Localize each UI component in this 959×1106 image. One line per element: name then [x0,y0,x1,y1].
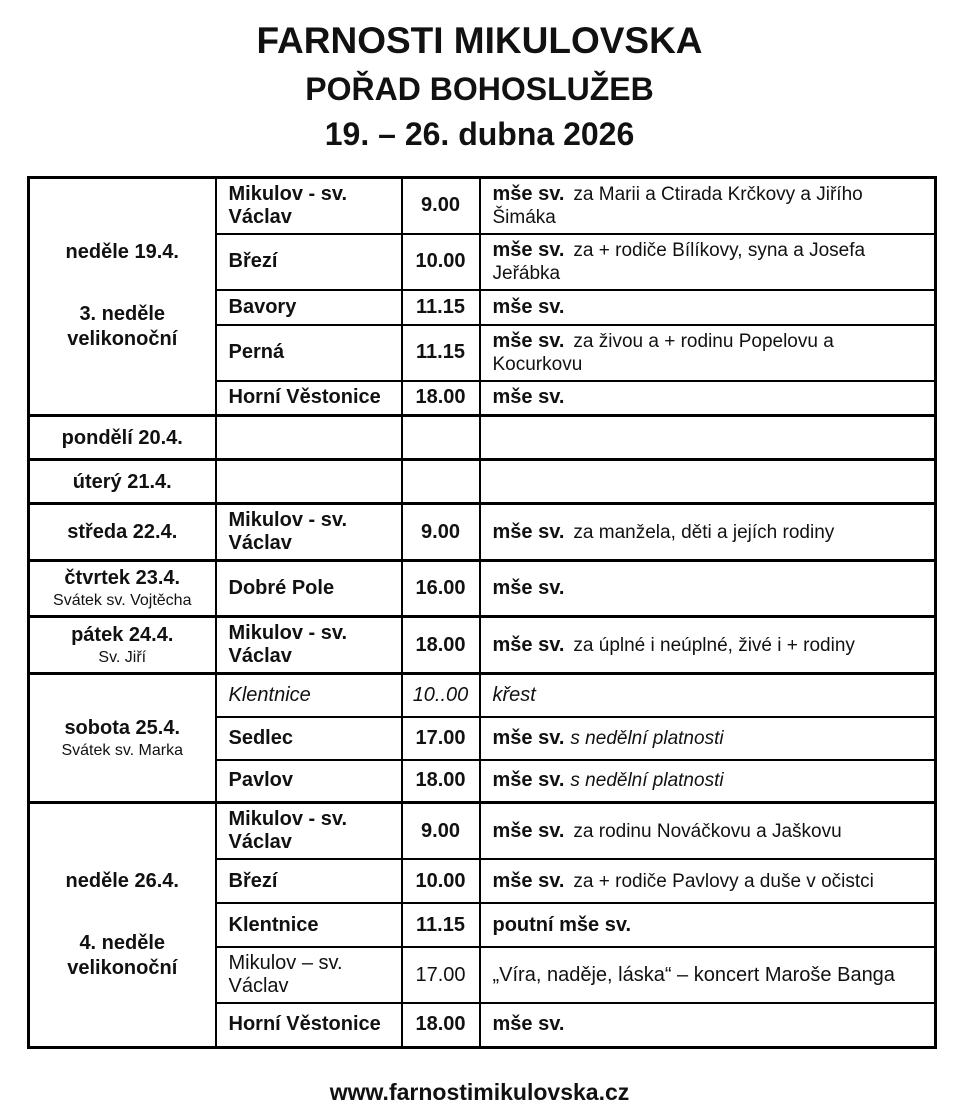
mass-intention: za manžela, děti a jejích rodiny [573,521,835,543]
time-cell: 18.00 [402,760,480,803]
table-row [29,803,936,860]
place-cell: Sedlec [216,717,402,760]
service-cell [480,381,936,416]
place-cell [216,460,402,504]
table-row [29,617,936,674]
time-cell: 9.00 [402,504,480,561]
mass-intention: za živou a + rodinu Popelovu a Kocurkovu [492,330,834,375]
service-type: mše sv. [492,182,565,205]
service-cell [480,947,936,1003]
service-cell [480,504,936,561]
service-cell [480,177,936,234]
day-label: čtvrtek 23.4. [64,567,181,590]
table-row [29,504,936,561]
service-cell [480,674,936,717]
service-cell [480,617,936,674]
day-label: neděle 26.4. [65,869,179,892]
day-label: sobota 25.4. [64,716,181,739]
parish-title: FARNOSTI MIKULOVSKA [256,20,703,61]
service-cell [480,760,936,803]
service-cell [480,717,936,760]
time-cell: 18.00 [402,1003,480,1047]
day-cell [29,803,216,1048]
feast-day-label: Svátek sv. Marka [61,741,183,759]
liturgical-day-label: 4. neděle velikonoční [67,931,178,979]
mass-intention: s nedělní platnosti [570,727,724,749]
event-description: „Víra, naděje, láska“ – koncert Maroše Banga [492,963,895,986]
service-cell [480,234,936,290]
service-type: mše sv. [492,577,565,600]
service-type: mše sv. [492,295,565,318]
time-cell: 17.00 [402,947,480,1003]
date-range: 19. – 26. dubna 2026 [324,116,635,153]
day-label: středa 22.4. [67,521,178,544]
document-header [0,0,959,156]
day-cell [29,561,216,617]
service-type: mše sv. [492,726,565,749]
service-type: mše sv. [492,386,565,409]
service-cell [480,416,936,460]
table-row [29,177,936,234]
service-type: mše sv. [492,1013,565,1036]
place-cell: Klentnice [216,674,402,717]
time-cell: 11.15 [402,290,480,325]
time-cell [402,460,480,504]
service-cell [480,460,936,504]
service-type: mše sv. [492,819,565,842]
mass-intention: za úplné i neúplné, živé i + rodiny [573,634,855,656]
place-cell: Horní Věstonice [216,1003,402,1047]
service-cell [480,290,936,325]
time-cell: 11.15 [402,325,480,381]
time-cell: 10.00 [402,234,480,290]
schedule-subtitle: POŘAD BOHOSLUŽEB [305,70,654,107]
time-cell: 9.00 [402,803,480,860]
service-cell [480,859,936,903]
day-label: pátek 24.4. [71,623,174,646]
place-cell: Mikulov - sv. Václav [216,504,402,561]
service-type: mše sv. [492,769,565,792]
mass-intention: s nedělní platnosti [570,770,724,792]
day-cell [29,674,216,803]
table-row [29,561,936,617]
time-cell: 10..00 [402,674,480,717]
place-cell: Pavlov [216,760,402,803]
time-cell: 18.00 [402,617,480,674]
mass-intention: za rodinu Nováčkovu a Jaškovu [573,820,842,842]
time-cell: 16.00 [402,561,480,617]
place-cell: Klentnice [216,903,402,947]
day-label: neděle 19.4. [65,241,179,264]
service-type: mše sv. [492,520,565,543]
time-cell [402,416,480,460]
day-cell [29,617,216,674]
day-label: úterý 21.4. [72,470,172,493]
feast-day-label: Svátek sv. Vojtěcha [53,592,192,610]
place-cell: Mikulov - sv. Václav [216,803,402,860]
place-cell: Bavory [216,290,402,325]
day-cell [29,460,216,504]
service-cell [480,803,936,860]
mass-schedule-table [27,176,937,1049]
service-type: mše sv. [492,329,565,352]
place-cell: Horní Věstonice [216,381,402,416]
service-type: mše sv. [492,869,565,892]
mass-intention: za Marii a Ctirada Krčkovy a Jiřího Šimáka [492,183,863,228]
service-type: křest [492,683,536,706]
feast-day-label: Sv. Jiří [98,648,147,666]
liturgical-day-label: 3. neděle velikonoční [67,303,178,351]
table-row [29,460,936,504]
time-cell: 17.00 [402,717,480,760]
place-cell: Mikulov – sv. Václav [216,947,402,1003]
mass-intention: za + rodiče Pavlovy a duše v očistci [573,870,874,892]
time-cell: 10.00 [402,859,480,903]
time-cell: 11.15 [402,903,480,947]
service-type: mše sv. [492,238,565,261]
service-cell [480,325,936,381]
document-footer [0,1079,959,1106]
table-row [29,416,936,460]
day-cell [29,416,216,460]
website-url: www.farnostimikulovska.cz [329,1078,630,1105]
service-cell [480,1003,936,1047]
service-cell [480,903,936,947]
place-cell: Březí [216,234,402,290]
day-label: pondělí 20.4. [61,426,183,449]
place-cell [216,416,402,460]
day-cell [29,177,216,416]
place-cell: Dobré Pole [216,561,402,617]
table-row [29,674,936,717]
service-cell [480,561,936,617]
mass-intention: za + rodiče Bílíkovy, syna a Josefa Jeřábka [492,239,866,284]
day-cell [29,504,216,561]
service-type: poutní mše sv. [492,913,632,936]
place-cell: Mikulov - sv. Václav [216,617,402,674]
place-cell: Perná [216,325,402,381]
time-cell: 18.00 [402,381,480,416]
place-cell: Mikulov - sv. Václav [216,177,402,234]
service-type: mše sv. [492,633,565,656]
place-cell: Březí [216,859,402,903]
time-cell: 9.00 [402,177,480,234]
